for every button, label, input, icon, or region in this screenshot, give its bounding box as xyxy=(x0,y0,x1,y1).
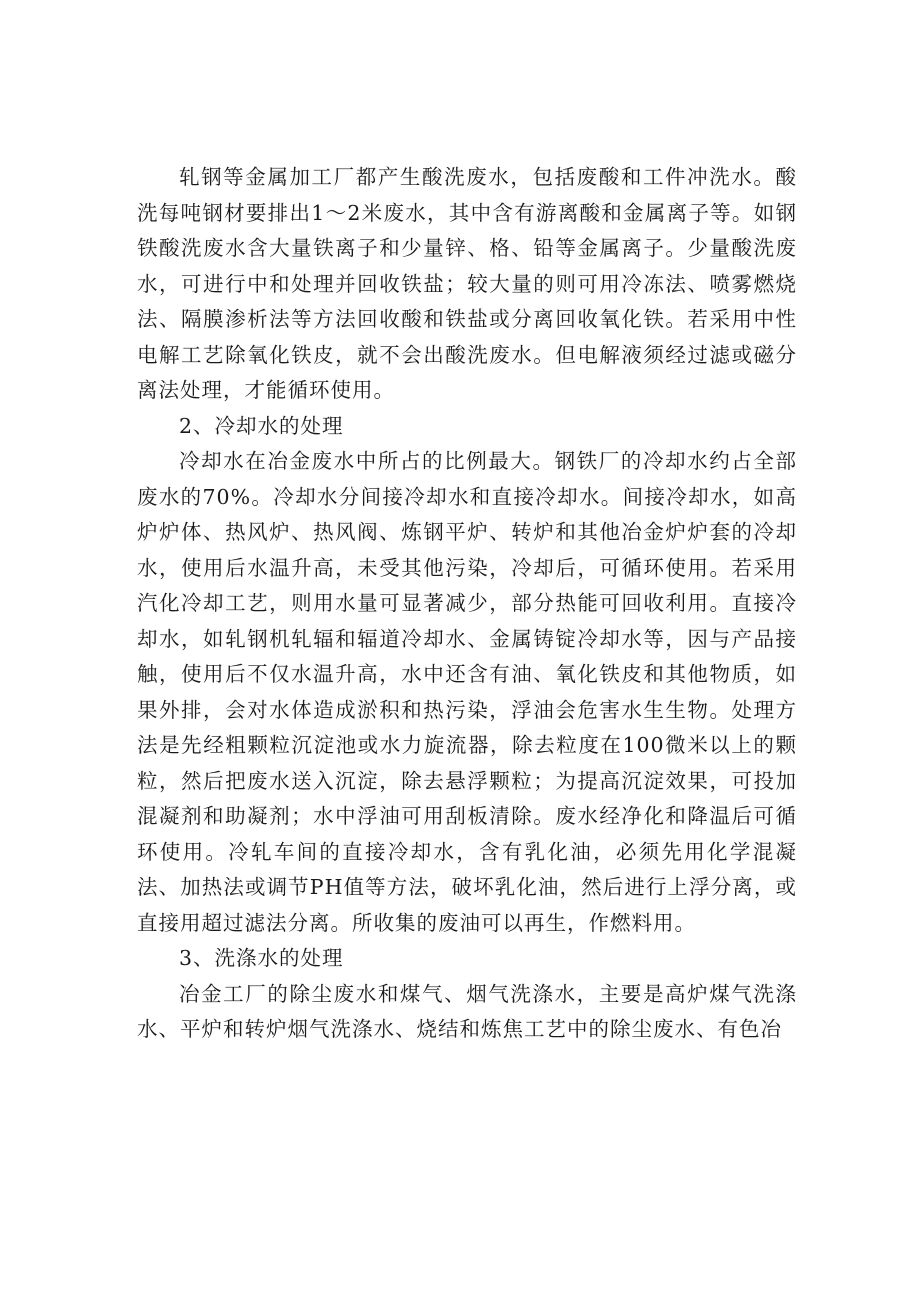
cooling-water-paragraph: 冷却水在冶金废水中所占的比例最大。钢铁厂的冷却水约占全部废水的70%。冷却水分间接冷却水和直接冷却水。间接冷却水，如高炉炉体、热风炉、热风阀、炼钢平炉、转炉和其他冶金炉炉套的冷却水，使用后水温升高，未受其他污染，冷却后，可循环使用。若采用汽化冷却工艺，则用水量可显著减少，部分热能可回收利用。直接冷却水，如轧钢机轧辐和辐道冷却水、金属铸锭冷却水等，因与产品接触，使用后不仅水温升高，水中还含有油、氧化铁皮和其他物质，如果外排，会对水体造成淤积和热污染，浮油会危害水生生物。处理方法是先经粗颗粒沉淀池或水力旋流器，除去粒度在100微米以上的颗粒，然后把废水送入沉淀，除去悬浮颗粒；为提高沉淀效果，可投加混凝剂和助凝剂；水中浮油可用刮板清除。废水经净化和降温后可循环使用。冷轧车间的直接冷却水，含有乳化油，必须先用化学混凝法、加热法或调节PH值等方法，破坏乳化油，然后进行上浮分离，或直接用超过滤法分离。所收集的废油可以再生，作燃料用。 xyxy=(137,449,797,935)
washing-water-heading: 3、洗涤水的处理 xyxy=(179,946,344,970)
document-body xyxy=(137,160,797,1048)
cooling-water-heading: 2、冷却水的处理 xyxy=(179,413,344,438)
pickling-wastewater-paragraph: 轧钢等金属加工厂都产生酸洗废水，包括废酸和工件冲洗水。酸洗每吨钢材要排出1～2米废水，其中含有游离酸和金属离子等。如钢铁酸洗废水含大量铁离子和少量锌、格、铅等金属离子。少量酸洗废水，可进行中和处理并回收铁盐；较大量的则可用冷冻法、喷雾燃烧法、隔膜渗析法等方法回收酸和铁盐或分离回收氧化铁。若采用中性电解工艺除氧化铁皮，就不会出酸洗废水。但电解液须经过滤或磁分离法处理，才能循环使用。 xyxy=(137,165,797,402)
washing-water-paragraph: 冶金工厂的除尘废水和煤气、烟气洗涤水，主要是高炉煤气洗涤水、平炉和转炉烟气洗涤水、烧结和炼焦工艺中的除尘废水、有色冶 xyxy=(137,981,797,1041)
